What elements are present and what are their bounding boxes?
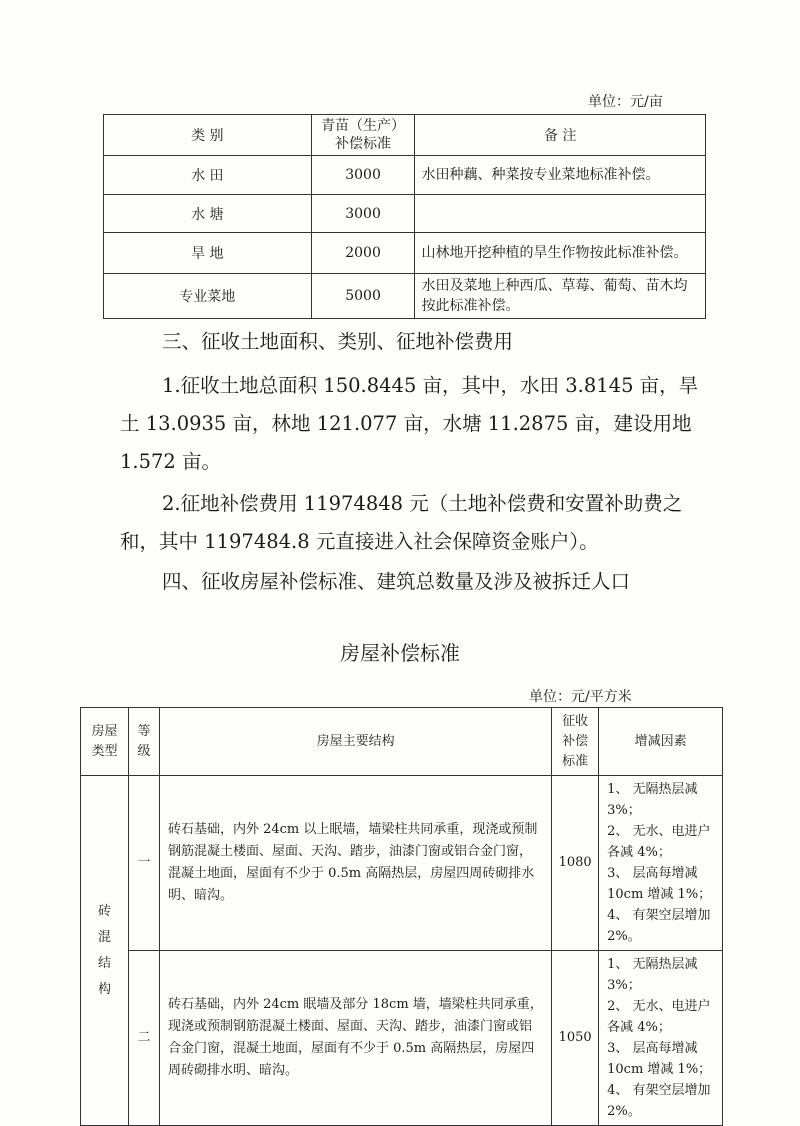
table2-unit: 单位：元/平方米 (529, 689, 632, 705)
table-header-row (81, 708, 723, 776)
grade-cell: 一 (128, 776, 159, 951)
note-cell: 水田及菜地上种西瓜、草莓、葡萄、苗木均按此标准补偿。 (415, 274, 706, 319)
section3-paragraph-2: 2.征地补偿费用 11974848 元（土地补偿费和安置补助费之和，其中 1197484.8 元直接进入社会保障资金账户）。 (120, 492, 683, 553)
house-compensation-table (80, 707, 723, 1126)
standard-cell: 1050 (552, 951, 599, 1126)
factor-item: 4、 有架空层增加 2%。 (607, 1083, 711, 1119)
category-cell: 水 田 (104, 156, 312, 195)
table-row (104, 156, 706, 195)
factors-cell (599, 951, 723, 1126)
structure-cell: 砖石基础，内外 24cm 以上眠墙，墙梁柱共同承重，现浇或预制钢筋混凝土楼面、屋面、天沟、踏步，油漆门窗或铝合金门窗，混凝土地面，屋面有不少于 0.5m 高隔热层，房屋四周砖砌排水明、暗沟。 (159, 776, 551, 951)
table-row (81, 776, 723, 951)
factor-item: 3、 层高每增减 10cm 增减 1%； (607, 866, 712, 902)
standard-cell: 3000 (311, 195, 415, 233)
header-structure: 房屋主要结构 (159, 708, 551, 776)
standard-cell: 1080 (552, 776, 599, 951)
factor-item: 2、 无水、电进户各减 4%； (607, 824, 711, 860)
table2-title: 房屋补偿标准 (340, 641, 460, 665)
table1-unit: 单位：元/亩 (588, 94, 663, 110)
category-cell: 水 塘 (104, 195, 312, 233)
note-cell: 水田种藕、种菜按专业菜地标准补偿。 (415, 156, 706, 195)
standard-cell: 2000 (311, 233, 415, 274)
factor-item: 1、 无隔热层减 3%； (607, 957, 698, 993)
structure-cell: 砖石基础，内外 24cm 眠墙及部分 18cm 墙，墙梁柱共同承重，现浇或预制钢筋混凝土楼面、屋面、天沟、踏步，油漆门窗或铝合金门窗，混凝土地面，屋面有不少于 0.5m 高隔热层，房屋四周砖砌排水明、暗沟。 (159, 951, 551, 1126)
factor-item: 2、 无水、电进户各减 4%； (607, 999, 711, 1035)
header-house-type: 房屋类型 (81, 708, 129, 776)
note-cell (415, 195, 706, 233)
section3-heading: 三、征收土地面积、类别、征地补偿费用 (162, 330, 514, 353)
header-standard: 征收补偿标准 (552, 708, 599, 776)
standard-cell: 3000 (311, 156, 415, 195)
table-header-row (104, 115, 706, 156)
grade-cell: 二 (128, 951, 159, 1126)
factors-cell (599, 776, 723, 951)
factor-item: 1、 无隔热层减 3%； (607, 782, 698, 818)
section4-heading: 四、征收房屋补偿标准、建筑总数量及涉及被拆迁人口 (162, 570, 631, 593)
section3-paragraph-1: 1.征收土地总面积 150.8445 亩，其中，水田 3.8145 亩，旱土 13.0935 亩，林地 121.077 亩，水塘 11.2875 亩，建设用地 1.572 亩。 (120, 374, 699, 473)
table-row (104, 233, 706, 274)
table-row (104, 274, 706, 319)
house-type-cell: 砖混结构 (81, 776, 129, 1126)
seedling-compensation-table (103, 114, 706, 319)
standard-cell: 5000 (311, 274, 415, 319)
header-category: 类 别 (104, 115, 312, 156)
header-grade: 等级 (128, 708, 159, 776)
header-note: 备 注 (415, 115, 706, 156)
factor-item: 4、 有架空层增加 2%。 (607, 908, 711, 944)
table-row (104, 195, 706, 233)
category-cell: 旱 地 (104, 233, 312, 274)
note-cell: 山林地开挖种植的旱生作物按此标准补偿。 (415, 233, 706, 274)
header-factors: 增减因素 (599, 708, 723, 776)
category-cell: 专业菜地 (104, 274, 312, 319)
table-row (81, 951, 723, 1126)
factor-item: 3、 层高每增减 10cm 增减 1%； (607, 1041, 712, 1077)
header-standard: 青苗（生产）补偿标准 (311, 115, 415, 156)
